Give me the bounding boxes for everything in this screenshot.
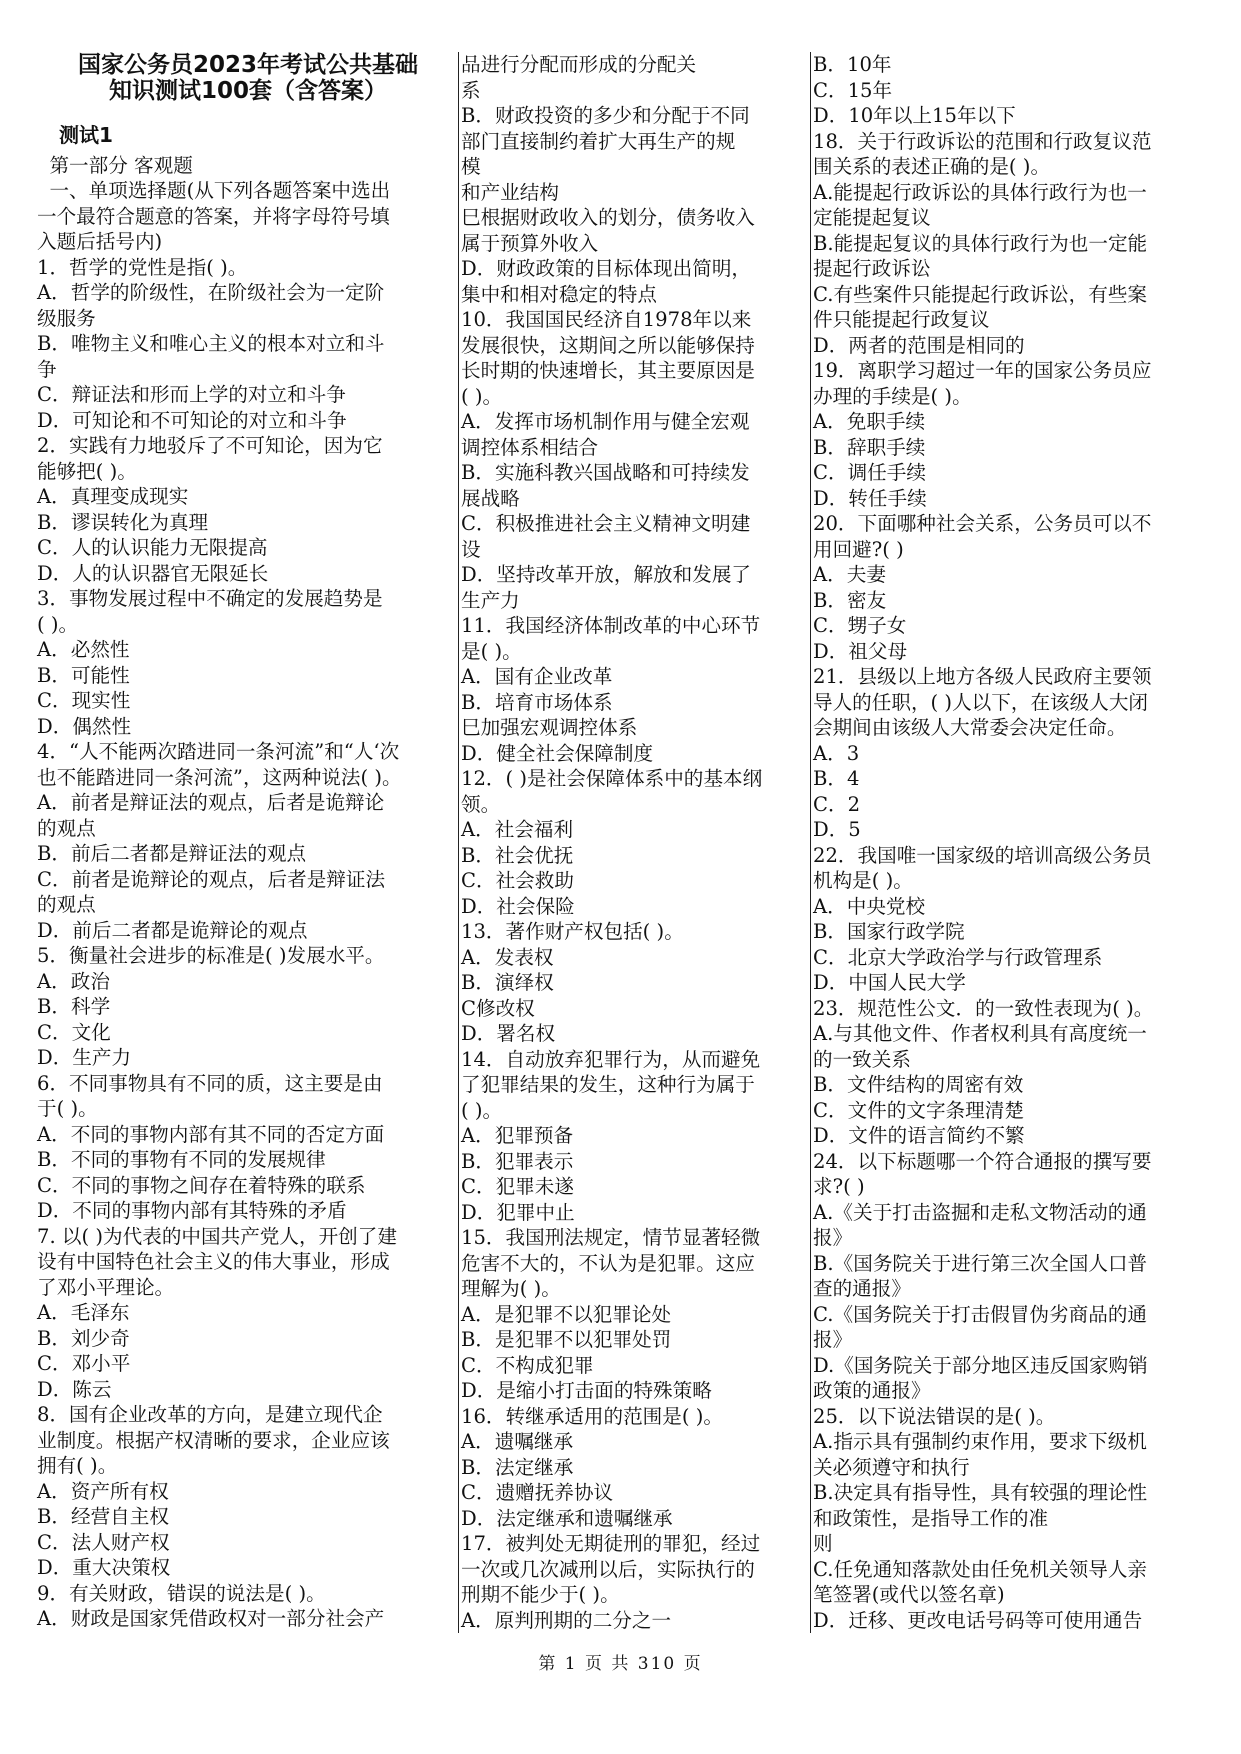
text-line: A．资产所有权 — [37, 1479, 169, 1503]
column-1-text — [37, 153, 435, 1632]
text-line: 12．( )是社会保障体系中的基本纲 — [461, 767, 763, 790]
text-line: D．人的认识器官无限延长 — [37, 561, 269, 585]
text-line: 则 — [813, 1532, 833, 1555]
text-line: C．现实性 — [37, 689, 131, 712]
text-line: C．前者是诡辩论的观点，后者是辩证法 — [37, 867, 386, 891]
text-line: C．15年 — [813, 78, 893, 102]
column-1 — [37, 52, 435, 1632]
text-line: 围关系的表述正确的是( )。 — [813, 155, 1051, 178]
text-line: D．偶然性 — [37, 714, 132, 738]
text-line: A．政治 — [37, 969, 110, 993]
text-line: 17．被判处无期徒刑的罪犯，经过 — [461, 1532, 761, 1555]
text-line: D．坚持改革开放，解放和发展了 — [461, 563, 752, 586]
text-line: B．培育市场体系 — [461, 690, 613, 714]
text-line: 15．我国刑法规定，情节显著轻微 — [461, 1226, 761, 1249]
text-line: 长时期的快速增长，其主要原因是 — [461, 359, 755, 382]
text-line: A．3 — [813, 741, 860, 765]
text-line: 4．“人不能两次踏进同一条河流”和“人‘次 — [37, 740, 400, 763]
text-line: A.指示具有强制约束作用，要求下级机 — [813, 1430, 1147, 1453]
text-line: 入题后括号内) — [37, 230, 163, 253]
text-line: 能够把( )。 — [37, 459, 137, 483]
text-line: D．署名权 — [461, 1022, 556, 1045]
text-line: 11．我国经济体制改革的中心环节 — [461, 614, 761, 637]
text-line: C．犯罪未遂 — [461, 1175, 574, 1198]
text-line: D．社会保险 — [461, 894, 575, 918]
text-line: 一个最符合题意的答案，并将字母符号填 — [37, 204, 390, 228]
text-line: 报》 — [813, 1226, 853, 1249]
text-line: 10．我国国民经济自1978年以来 — [461, 308, 752, 331]
text-line: 14．自动放弃犯罪行为，从而避免 — [461, 1047, 761, 1071]
document-title-line-1: 国家公务员2023年考试公共基础 — [77, 52, 418, 78]
text-line: ( )。 — [37, 612, 79, 636]
text-line: 导人的任职，( )人以下，在该级人大闭 — [813, 690, 1149, 714]
text-line: B．可能性 — [37, 663, 130, 687]
text-line: 18．关于行政诉讼的范围和行政复议范 — [813, 129, 1152, 153]
text-line: A．发表权 — [461, 945, 554, 969]
text-line: D．法定继承和遗嘱继承 — [461, 1506, 673, 1530]
text-line: B．不同的事物有不同的发展规律 — [37, 1148, 326, 1171]
text-line: A．毛泽东 — [37, 1301, 130, 1324]
text-line: A．财政是国家凭借政权对一部分社会产 — [37, 1607, 385, 1630]
text-line: A.与其他文件、作者权利具有高度统一 — [813, 1022, 1147, 1045]
text-line: 2．实践有力地驳斥了不可知论，因为它 — [37, 434, 383, 457]
text-line: A．犯罪预备 — [461, 1124, 574, 1147]
text-line: A.《关于打击盗掘和走私文物活动的通 — [813, 1200, 1147, 1224]
text-line: A．发挥市场机制作用与健全宏观 — [461, 410, 750, 433]
text-line: 的观点 — [37, 893, 96, 916]
text-line: 关必须遵守和执行 — [813, 1455, 970, 1479]
text-line: 22．我国唯一国家级的培训高级公务员 — [813, 843, 1152, 867]
text-line: B．演绎权 — [461, 971, 554, 994]
text-line: B．实施科教兴国战略和可持续发 — [461, 461, 750, 484]
text-line: 生产力 — [461, 588, 520, 612]
text-line: 24．以下标题哪一个符合通报的撰写要 — [813, 1149, 1152, 1173]
text-line: C修改权 — [461, 996, 535, 1020]
text-line: 机构是( )。 — [813, 869, 913, 892]
text-line: 9．有关财政，错误的说法是( )。 — [37, 1581, 326, 1605]
text-line: 集中和相对稳定的特点 — [461, 282, 657, 306]
text-line: 定能提起复议 — [813, 206, 931, 229]
text-line: B．是犯罪不以犯罪处罚 — [461, 1328, 672, 1351]
text-line: D．5 — [813, 818, 861, 841]
text-line: 刑期不能少于( )。 — [461, 1583, 620, 1606]
text-line: 业制度。根据产权清晰的要求，企业应该 — [37, 1428, 390, 1452]
text-line: D．健全社会保障制度 — [461, 741, 654, 765]
text-line: C．文件的文字条理清楚 — [813, 1098, 1024, 1122]
text-line: 危害不大的，不认为是犯罪。这应 — [461, 1251, 755, 1275]
text-line: 会期间由该级人大常委会决定任命。 — [813, 716, 1127, 739]
text-line: B．辞职手续 — [813, 435, 926, 459]
text-line: 一、单项选择题(从下列各题答案中选出 — [37, 179, 391, 202]
text-line: D．两者的范围是相同的 — [813, 333, 1025, 357]
text-line: C．不同的事物之间存在着特殊的联系 — [37, 1173, 366, 1197]
text-line: B．科学 — [37, 995, 111, 1018]
text-line: 办理的手续是( )。 — [813, 384, 972, 408]
text-line: 求?( ) — [813, 1175, 865, 1198]
text-line: ( )。 — [461, 384, 503, 408]
text-line: B．法定继承 — [461, 1455, 574, 1479]
text-line: 政策的通报》 — [813, 1379, 931, 1402]
text-line: C．社会救助 — [461, 869, 574, 892]
text-line: 于( )。 — [37, 1097, 98, 1120]
text-line: A．社会福利 — [461, 818, 574, 841]
column-2 — [458, 52, 795, 1633]
text-line: B．密友 — [813, 588, 887, 612]
text-line: B．犯罪表示 — [461, 1149, 574, 1173]
text-line: D．不同的事物内部有其特殊的矛盾 — [37, 1199, 347, 1222]
text-line: 的一致关系 — [813, 1047, 911, 1071]
text-line: A．哲学的阶级性，在阶级社会为一定阶 — [37, 281, 385, 304]
text-line: C．法人财产权 — [37, 1530, 170, 1554]
text-line: 设 — [461, 537, 481, 561]
text-line: 发展很快，这期间之所以能够保持 — [461, 333, 755, 357]
document-title-line-2: 知识测试100套（含答案） — [108, 78, 387, 104]
text-line: A．真理变成现实 — [37, 485, 189, 508]
text-line: 报》 — [813, 1328, 853, 1351]
text-line: C．调任手续 — [813, 461, 926, 484]
section-heading: 测试1 — [59, 123, 113, 147]
text-line: 6．不同事物具有不同的质，这主要是由 — [37, 1071, 383, 1095]
text-line: C．邓小平 — [37, 1352, 131, 1375]
text-line: ( )。 — [461, 1098, 503, 1122]
text-line: 第一部分 客观题 — [37, 153, 193, 177]
text-line: D．10年以上15年以下 — [813, 104, 1016, 127]
text-line: D．祖父母 — [813, 639, 908, 663]
text-line: D．迁移、更改电话号码等可使用通告 — [813, 1608, 1143, 1632]
text-line: 拥有( )。 — [37, 1454, 118, 1477]
text-line: D．可知论和不可知论的对立和斗争 — [37, 408, 347, 432]
text-line: 查的通报》 — [813, 1277, 911, 1300]
text-line: C.《国务院关于打击假冒伪劣商品的通 — [813, 1302, 1148, 1326]
text-line: B．社会优抚 — [461, 843, 574, 867]
text-line: 的观点 — [37, 816, 96, 840]
text-line: 和政策性，是指导工作的准 — [813, 1506, 1049, 1530]
text-line: D．重大决策权 — [37, 1556, 171, 1579]
text-line: 争 — [37, 357, 57, 381]
text-line: C．2 — [813, 792, 861, 816]
text-line: 领。 — [461, 792, 501, 816]
text-line: A．中央党校 — [813, 894, 926, 918]
text-line: 设有中国特色社会主义的伟大事业，形成 — [37, 1250, 390, 1273]
text-line: C．积极推进社会主义精神文明建 — [461, 512, 751, 535]
text-line: A．前者是辩证法的观点，后者是诡辩论 — [37, 791, 385, 814]
text-line: B．刘少奇 — [37, 1326, 130, 1350]
text-line: 级服务 — [37, 306, 96, 330]
text-line: A．遗嘱继承 — [461, 1430, 574, 1453]
text-line: B．唯物主义和唯心主义的根本对立和斗 — [37, 332, 385, 355]
text-line: 模 — [461, 155, 481, 178]
text-line: B．经营自主权 — [37, 1505, 169, 1528]
text-line: 提起行政诉讼 — [813, 257, 931, 280]
text-line: D．犯罪中止 — [461, 1200, 575, 1224]
text-line: D.《国务院关于部分地区违反国家购销 — [813, 1353, 1148, 1377]
text-line: 属于预算外收入 — [461, 231, 599, 255]
text-line: C．北京大学政治学与行政管理系 — [813, 945, 1103, 969]
text-line: 笔签署(或代以签名章) — [813, 1583, 1005, 1606]
text-line: 21．县级以上地方各级人民政府主要领 — [813, 665, 1152, 688]
text-line: 19．离职学习超过一年的国家公务员应 — [813, 359, 1152, 382]
text-line: 和产业结构 — [461, 180, 559, 204]
text-line: 部门直接制约着扩大再生产的规 — [461, 129, 736, 153]
text-line: C．甥子女 — [813, 614, 907, 637]
text-line: 1．哲学的党性是指( )。 — [37, 255, 248, 279]
text-line: A.能提起行政诉讼的具体行政行为也一 — [813, 180, 1147, 204]
text-line: 调控体系相结合 — [461, 435, 599, 459]
page-footer: 第 1 页 共 310 页 — [538, 1654, 703, 1674]
text-line: A．必然性 — [37, 638, 130, 661]
text-line: D．前后二者都是诡辩论的观点 — [37, 918, 308, 942]
text-line: C．遗赠抚养协议 — [461, 1481, 614, 1504]
text-line: A．免职手续 — [813, 410, 926, 433]
text-line: B．财政投资的多少和分配于不同 — [461, 104, 750, 127]
text-line: C．人的认识能力无限提高 — [37, 536, 268, 559]
text-line: C．辩证法和形而上学的对立和斗争 — [37, 383, 346, 406]
text-line: D．财政政策的目标体现出简明， — [461, 257, 752, 280]
text-line: A．国有企业改革 — [461, 665, 613, 688]
column-3 — [810, 52, 1205, 1633]
text-line: 20．下面哪种社会关系，公务员可以不 — [813, 512, 1152, 535]
text-line: C.有些案件只能提起行政诉讼，有些案 — [813, 282, 1148, 306]
text-line: 23．规范性公文．的一致性表现为( )。 — [813, 996, 1154, 1020]
text-line: 13．著作财产权包括( )。 — [461, 920, 684, 943]
text-line: D．转任手续 — [813, 486, 927, 510]
text-line: D．陈云 — [37, 1377, 112, 1401]
text-line: D．文件的语言简约不繁 — [813, 1124, 1025, 1147]
text-line: B．文件结构的周密有效 — [813, 1073, 1024, 1096]
text-line: 是( )。 — [461, 639, 522, 663]
text-line: B．4 — [813, 767, 860, 790]
column-3-text — [811, 52, 1205, 1633]
text-line: 巳根据财政收入的划分，债务收入 — [461, 206, 755, 229]
text-line: 系 — [461, 78, 481, 102]
text-line: 7. 以( )为代表的中国共产党人，开创了建 — [37, 1224, 397, 1248]
text-line: D．中国人民大学 — [813, 971, 966, 994]
text-line: B．前后二者都是辩证法的观点 — [37, 842, 307, 865]
text-line: B.《国务院关于进行第三次全国人口普 — [813, 1251, 1148, 1275]
text-line: C．不构成犯罪 — [461, 1353, 594, 1377]
text-line: B.决定具有指导性，具有较强的理论性 — [813, 1481, 1148, 1504]
text-line: 25．以下说法错误的是( )。 — [813, 1404, 1056, 1428]
text-line: 用回避?( ) — [813, 537, 904, 561]
text-line: 巳加强宏观调控体系 — [461, 716, 638, 739]
text-line: 8．国有企业改革的方向，是建立现代企 — [37, 1403, 383, 1426]
text-line: 16．转继承适用的范围是( )。 — [461, 1404, 723, 1428]
text-line: A．夫妻 — [813, 563, 886, 586]
text-line: 也不能踏进同一条河流”，这两种说法( )。 — [37, 765, 402, 789]
text-line: B.能提起复议的具体行政行为也一定能 — [813, 231, 1148, 255]
column-2-text — [459, 52, 795, 1633]
text-line: A．是犯罪不以犯罪论处 — [461, 1302, 672, 1326]
text-line: 了邓小平理论。 — [37, 1275, 175, 1299]
text-line: 理解为( )。 — [461, 1277, 561, 1300]
text-line: C.任免通知落款处由任免机关领导人亲 — [813, 1557, 1148, 1581]
text-line: D．是缩小打击面的特殊策略 — [461, 1379, 712, 1402]
text-line: C．文化 — [37, 1020, 111, 1044]
text-line: 5．衡量社会进步的标准是( )发展水平。 — [37, 944, 385, 967]
text-line: D．生产力 — [37, 1046, 132, 1069]
text-line: 了犯罪结果的发生，这种行为属于 — [461, 1073, 755, 1096]
text-line: A．原判刑期的二分之一 — [461, 1608, 672, 1632]
text-line: 品进行分配而形成的分配关 — [461, 53, 697, 76]
text-line: A．不同的事物内部有其不同的否定方面 — [37, 1122, 385, 1146]
text-line: B．10年 — [813, 53, 892, 76]
text-line: B．国家行政学院 — [813, 920, 965, 943]
text-line: 3．事物发展过程中不确定的发展趋势是 — [37, 587, 383, 610]
text-line: B．谬误转化为真理 — [37, 510, 209, 534]
text-line: 展战略 — [461, 486, 520, 510]
text-line: 一次或几次减刑以后，实际执行的 — [461, 1557, 755, 1581]
text-line: 件只能提起行政复议 — [813, 308, 990, 331]
